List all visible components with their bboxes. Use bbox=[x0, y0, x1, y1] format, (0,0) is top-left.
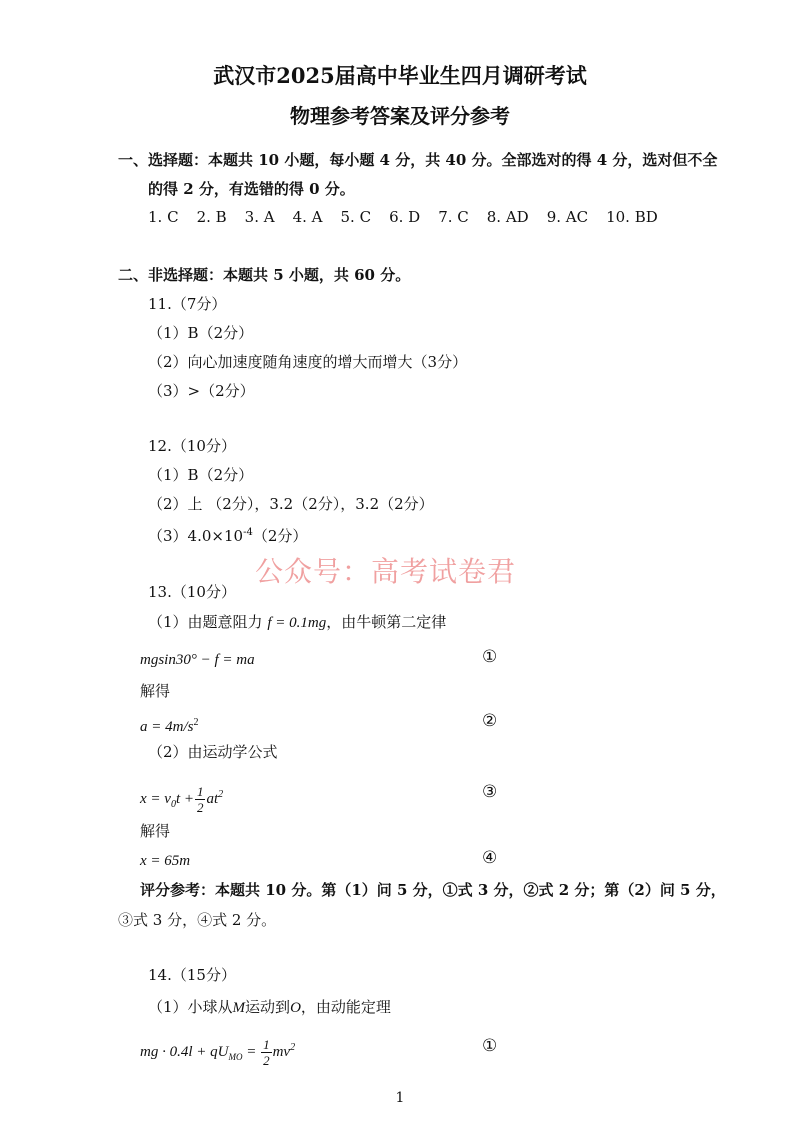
q12-answer-2: （2）上 （2分），3.2（2分），3.2（2分） bbox=[148, 495, 434, 513]
q14-heading: 14.（15分） bbox=[148, 966, 236, 984]
q14-eq1-den: 2 bbox=[263, 1053, 270, 1069]
mc-answer-9: 9. AC bbox=[546, 208, 589, 226]
q13-heading: 13.（10分） bbox=[148, 583, 236, 601]
q13-solve-1: 解得 bbox=[140, 682, 171, 700]
q11-heading: 11.（7分） bbox=[148, 295, 227, 313]
q13-eq3-fraction bbox=[195, 784, 206, 815]
q13-equation-3 bbox=[140, 780, 223, 820]
q14-point-M: M bbox=[232, 1000, 246, 1016]
mc-answer-1: 1. C bbox=[148, 208, 179, 226]
mc-answer-7: 7. C bbox=[438, 208, 469, 226]
q13-eq2-exp: 2 bbox=[193, 717, 199, 728]
q13-equation-4: x = 65m bbox=[140, 853, 191, 869]
q13-part1-text: （1）由题意阻力 bbox=[148, 613, 263, 631]
q13-mark-3: ③ bbox=[482, 782, 498, 802]
mc-answer-4: 4. A bbox=[292, 208, 323, 226]
q11-answer-3: （3）>（2分） bbox=[148, 382, 255, 400]
q13-mark-1: ① bbox=[482, 647, 498, 667]
q13-eq3-a: x = v bbox=[140, 791, 171, 807]
sec1-line1: 一、选择题：本题共 10 小题，每小题 4 分，共 40 分。全部选对的得 4 分，选对但不全 bbox=[118, 151, 718, 169]
q13-part2-intro: （2）由运动学公式 bbox=[148, 743, 278, 761]
q12-answer-1: （1）B（2分） bbox=[148, 466, 254, 484]
q14-eq1-exp: 2 bbox=[290, 1042, 296, 1053]
q13-mark-4: ④ bbox=[482, 848, 498, 868]
q14-eq1-num: 1 bbox=[263, 1037, 270, 1053]
q12-heading: 12.（10分） bbox=[148, 437, 236, 455]
q13-part1-intro bbox=[148, 612, 446, 633]
q13-equation-1: mgsin30° − f = ma bbox=[140, 652, 255, 668]
mc-answer-3: 3. A bbox=[244, 208, 275, 226]
q13-mark-2: ② bbox=[482, 711, 498, 731]
q14-part1-a: （1）小球从 bbox=[148, 998, 233, 1016]
q13-eq3-exp: 2 bbox=[218, 789, 224, 800]
q13-drag-formula: f = 0.1mg bbox=[267, 615, 327, 631]
q14-eq1-a: mg · 0.4l + qU bbox=[140, 1044, 229, 1060]
mc-answer-6: 6. D bbox=[389, 208, 421, 226]
doc-title: 武汉市2025届高中毕业生四月调研考试 bbox=[213, 63, 587, 88]
q14-part1-b: 运动到 bbox=[245, 998, 291, 1016]
q11-answer-2: （2）向心加速度随角速度的增大而增大（3分） bbox=[148, 353, 468, 371]
q14-mark-1: ① bbox=[482, 1036, 498, 1056]
q13-equation-2 bbox=[140, 713, 198, 737]
q14-part1-intro bbox=[148, 997, 391, 1018]
q12-answer-3-score: （2分） bbox=[252, 527, 308, 545]
watermark: 公众号：高考试卷君 bbox=[255, 555, 517, 588]
q12-answer-3-exponent: -4 bbox=[243, 527, 253, 538]
q13-eq3-num: 1 bbox=[196, 784, 204, 800]
sec2-heading: 二、非选择题：本题共 5 小题，共 60 分。 bbox=[118, 266, 411, 284]
mc-answer-8: 8. AD bbox=[486, 208, 529, 226]
q13-eq2-body: a = 4m/s bbox=[140, 719, 194, 735]
q14-eq1-fraction bbox=[261, 1037, 272, 1068]
q12-answer-3 bbox=[148, 523, 307, 546]
q11-answer-1: （1）B（2分） bbox=[148, 324, 254, 342]
q14-equation-1 bbox=[140, 1033, 295, 1072]
q14-eq1-sub: MO bbox=[228, 1052, 243, 1062]
q12-answer-3-value: （3）4.0×10 bbox=[148, 527, 244, 545]
doc-subtitle: 物理参考答案及评分参考 bbox=[290, 104, 510, 128]
sec1-line2: 的得 2 分，有选错的得 0 分。 bbox=[148, 180, 355, 198]
mc-answer-5: 5. C bbox=[340, 208, 372, 226]
q13-scoring-line-2: ③式 3 分，④式 2 分。 bbox=[118, 911, 277, 929]
q13-solve-2: 解得 bbox=[140, 822, 171, 840]
mc-answers bbox=[148, 207, 676, 227]
q13-part1-law: ，由牛顿第二定律 bbox=[326, 613, 447, 631]
q14-eq1-eq: = bbox=[246, 1044, 257, 1060]
q13-scoring-line-1: 评分参考：本题共 10 分。第（1）问 5 分，①式 3 分，②式 2 分；第（2）问 5 分， bbox=[140, 881, 726, 899]
mc-answer-10: 10. BD bbox=[606, 208, 658, 226]
q14-eq1-b: mv bbox=[272, 1044, 291, 1060]
q13-eq3-c: at bbox=[206, 791, 219, 807]
mc-answer-2: 2. B bbox=[196, 208, 227, 226]
q13-eq3-sub: 0 bbox=[170, 799, 176, 810]
q14-point-O: O bbox=[290, 1000, 301, 1016]
page-number: 1 bbox=[395, 1090, 405, 1106]
q14-part1-c: ，由动能定理 bbox=[300, 998, 391, 1016]
q13-eq3-b: t + bbox=[175, 791, 194, 807]
q13-eq3-den: 2 bbox=[196, 800, 204, 816]
